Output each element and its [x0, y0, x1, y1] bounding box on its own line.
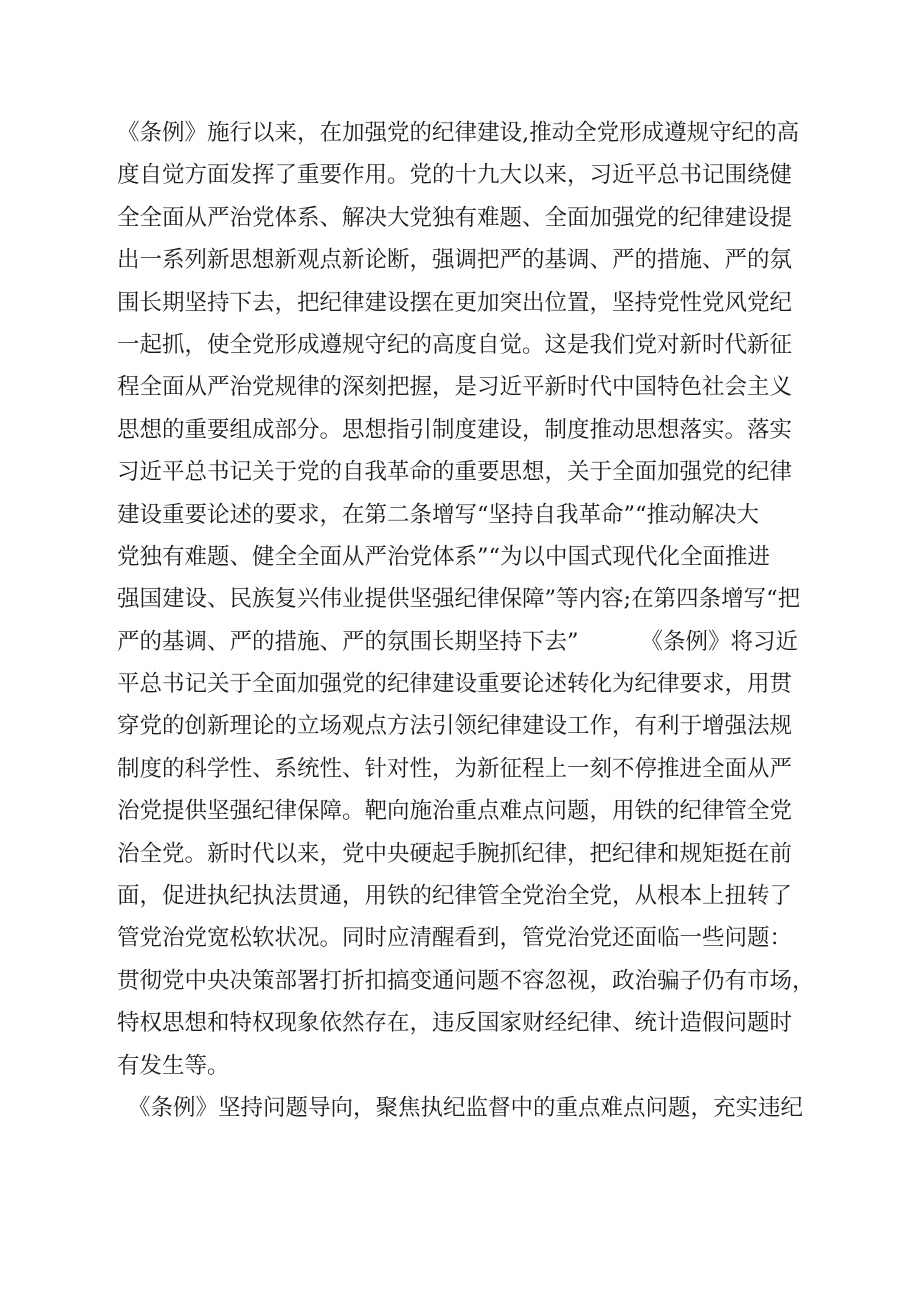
text-line: 平总书记关于全面加强党的纪律建设重要论述转化为纪律要求，用贯 [117, 671, 793, 698]
text-segment: 严的基调、严的措施、严的氛围长期坚持下去” [117, 628, 579, 655]
text-line: 面，促进执纪执法贯通，用铁的纪律管全党治全党，从根本上扭转了 [117, 883, 793, 910]
text-line: 一起抓，使全党形成遵规守纪的高度自觉。这是我们党对新时代新征 [117, 331, 793, 358]
text-line: 思想的重要组成部分。思想指引制度建设，制度推动思想落实。落实 [117, 416, 793, 443]
text-line: 围长期坚持下去，把纪律建设摆在更加突出位置，坚持党性党风党纪 [117, 289, 793, 316]
text-segment: 《条例》将习近 [640, 628, 799, 655]
text-line: 《条例》施行以来，在加强党的纪律建设,推动全党形成遵规守纪的高 [117, 120, 800, 146]
text-line: 穿党的创新理论的立场观点方法引领纪律建设工作，有利于增强法规 [117, 713, 793, 740]
text-line: 有发生等。 [117, 1052, 230, 1079]
text-line: 建设重要论述的要求，在第二条增写“坚持自我革命”“推动解决大 [117, 501, 760, 528]
paragraph-2-first-line: 《条例》坚持问题导向，聚焦执纪监督中的重点难点问题，充实违纪 [128, 1094, 804, 1121]
text-line: 全全面从严治党体系、解决大党独有难题、全面加强党的纪律建设提 [117, 204, 793, 231]
text-line: 治全党。新时代以来，党中央硬起手腕抓纪律，把纪律和规矩挺在前 [117, 840, 793, 867]
body-text [117, 112, 815, 1129]
text-line: 习近平总书记关于党的自我革命的重要思想，关于全面加强党的纪律 [117, 459, 793, 486]
text-line: 治党提供坚强纪律保障。靶向施治重点难点问题，用铁的纪律管全党 [117, 798, 793, 825]
text-line: 制度的科学性、系统性、针对性，为新征程上一刻不停推进全面从严 [117, 755, 793, 782]
text-line: 程全面从严治党规律的深刻把握，是习近平新时代中国特色社会主义 [117, 374, 793, 401]
text-line [117, 621, 807, 663]
text-line: 强国建设、民族复兴伟业提供坚强纪律保障”等内容;在第四条增写“把 [117, 586, 801, 613]
text-line: 特权思想和特权现象依然存在，违反国家财经纪律、统计造假问题时 [117, 1010, 793, 1037]
text-line: 度自觉方面发挥了重要作用。党的十九大以来，习近平总书记围绕健 [117, 162, 793, 189]
text-line: 党独有难题、健全全面从严治党体系”“为以中国式现代化全面推进 [117, 543, 771, 570]
text-line: 出一系列新思想新观点新论断，强调把严的基调、严的措施、严的氛 [117, 247, 793, 274]
text-line: 贯彻党中央决策部署打折扣搞变通问题不容忽视，政治骗子仍有市场， [117, 967, 815, 994]
text-line: 管党治党宽松软状况。同时应清醒看到，管党治党还面临一些问题： [117, 925, 793, 952]
